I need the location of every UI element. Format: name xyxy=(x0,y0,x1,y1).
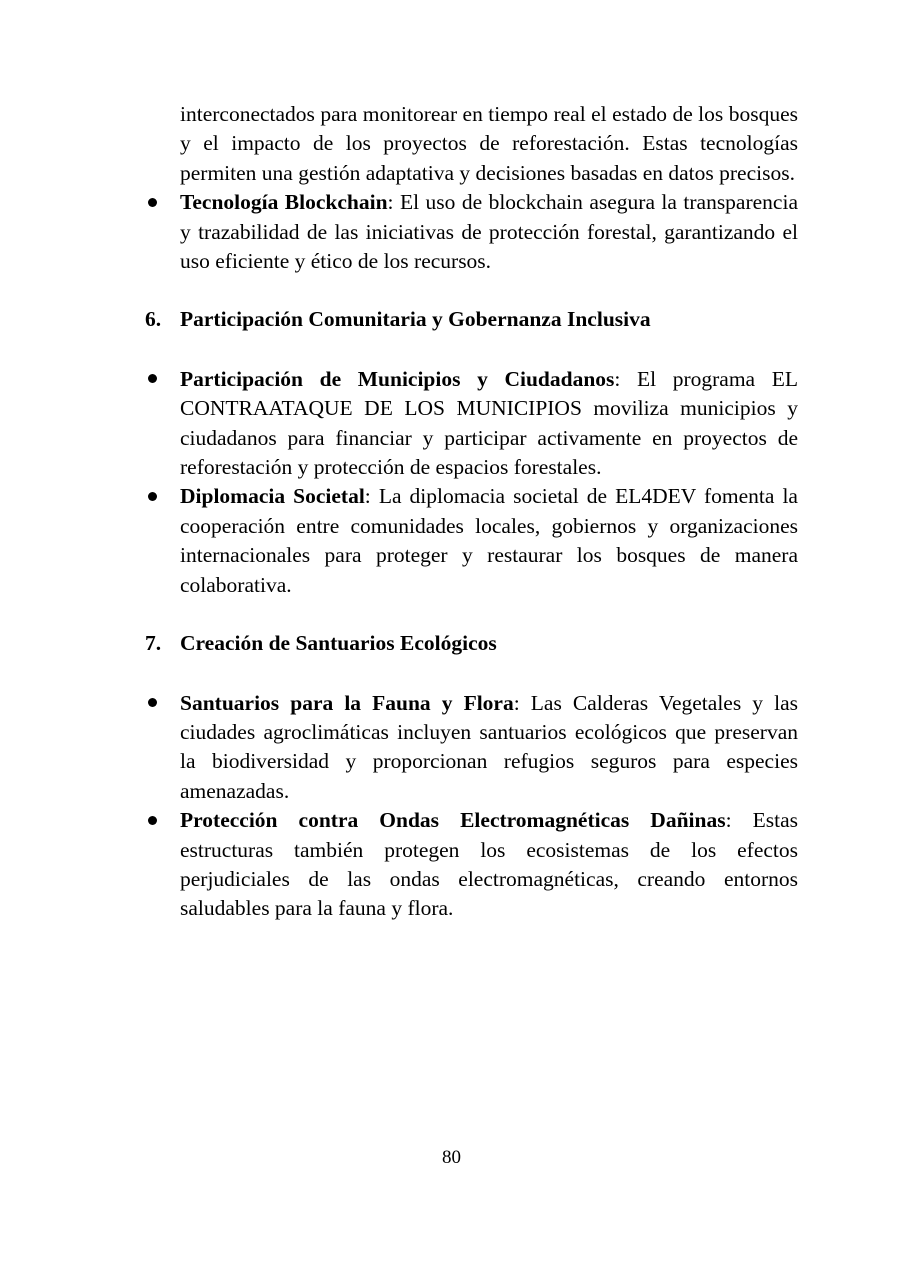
list-item-term: Santuarios para la Fauna y Flora xyxy=(180,690,514,715)
page-number: 80 xyxy=(442,1147,461,1168)
spacer xyxy=(145,659,798,689)
continuation-paragraph: interconectados para monitorear en tiempo real el estado de los bosques y el impacto de los proyectos de reforestación. Estas tecnologías permiten una gestión adaptativa y decisiones basadas en datos precisos. xyxy=(180,102,798,185)
list-item-body: Las Calderas Vegetales y las ciudades agroclimáticas incluyen santuarios ecológicos que preservan la biodiversidad y proporcionan refugios seguros para especies amenazadas. xyxy=(180,690,798,803)
section-number: 7. xyxy=(145,631,162,656)
section-heading-6 xyxy=(145,305,798,334)
bullet-icon xyxy=(148,365,162,394)
bullet-icon xyxy=(148,689,162,718)
list-item-diplomacia xyxy=(145,482,798,600)
page-content xyxy=(145,100,798,924)
list-item-blockchain xyxy=(145,188,798,276)
list-item-body: Estas estructuras también protegen los ecosistemas de los efectos perjudiciales de las ondas electromagnéticas, creando entornos saludables para la fauna y flora. xyxy=(180,808,798,921)
spacer xyxy=(145,600,798,629)
list-item-separator: : xyxy=(725,808,753,833)
bullet-list-section-6 xyxy=(145,365,798,600)
bullet-list-section-7 xyxy=(145,689,798,924)
list-item-body: La diplomacia societal de EL4DEV fomenta la cooperación entre comunidades locales, gobiernos y organizaciones internacionales para proteger y restaurar los bosques de manera colaborativa. xyxy=(180,484,798,597)
bullet-icon xyxy=(148,482,162,511)
section-heading-7 xyxy=(145,629,798,658)
list-item-separator: : xyxy=(387,190,400,215)
list-item-body: El uso de blockchain asegura la transparencia y trazabilidad de las iniciativas de protección forestal, garantizando el uso eficiente y ético de los recursos. xyxy=(180,190,798,274)
section-heading-text: Creación de Santuarios Ecológicos xyxy=(180,631,497,656)
list-item-term: Diplomacia Societal xyxy=(180,484,365,509)
section-heading-text: Participación Comunitaria y Gobernanza Inclusiva xyxy=(180,307,651,332)
spacer xyxy=(145,276,798,305)
list-item-term: Tecnología Blockchain xyxy=(180,190,388,215)
bullet-icon xyxy=(148,188,162,217)
bullet-icon xyxy=(148,806,162,835)
bullet-list-technology xyxy=(145,188,798,276)
list-item-body: El programa EL CONTRAATAQUE DE LOS MUNICIPIOS moviliza municipios y ciudadanos para financiar y participar activamente en proyectos de reforestación y protección de espacios forestales. xyxy=(180,366,798,480)
list-item-municipios xyxy=(145,365,798,483)
list-item-separator: : xyxy=(614,366,637,391)
spacer xyxy=(145,335,798,365)
list-item-ondas xyxy=(145,806,798,924)
list-item-separator: : xyxy=(364,484,379,509)
list-item-separator: : xyxy=(513,690,531,715)
section-number: 6. xyxy=(145,307,162,332)
list-item-santuarios xyxy=(145,689,798,807)
list-item-term: Participación de Municipios y Ciudadanos xyxy=(180,366,615,391)
list-item-term: Protección contra Ondas Electromagnéticas Dañinas xyxy=(180,808,726,833)
